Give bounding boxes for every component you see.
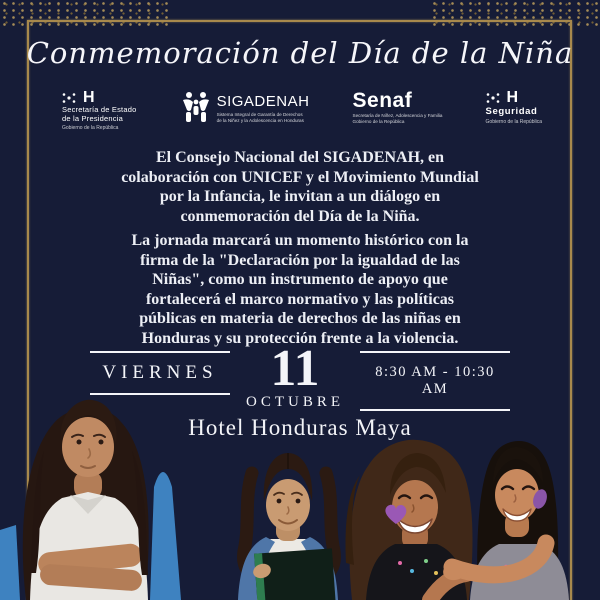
weekday-label: VIERNES	[90, 351, 230, 395]
time-range-label: 8:30 AM - 10:30 AM	[360, 351, 510, 411]
girl-braids	[238, 453, 338, 600]
logo-senaf-tagline2: Gobierno de la República	[352, 118, 405, 124]
h-letter-mark: H	[83, 89, 95, 106]
logo-presidencia-sub: Gobierno de la República	[62, 124, 119, 131]
paragraph2-line: firma de la "Declaración por la igualdad de las	[140, 251, 460, 269]
paragraph2-line: Niñas", como un instrumento de apoyo que	[152, 271, 448, 289]
glitter-accent-top-left	[0, 0, 170, 26]
glitter-accent-top-right	[430, 0, 600, 26]
logo-seguridad-sub: Gobierno de la República	[485, 119, 542, 126]
logo-sigadenah	[180, 90, 310, 124]
logo-presidencia	[62, 90, 136, 131]
paragraph2-line: públicas en materia de derechos de las niñas en	[139, 310, 461, 328]
logo-sigadenah-text	[217, 90, 310, 124]
logo-senaf-tagline1: Secretaría de Niñez, Adolescencia y Familia	[352, 113, 443, 118]
event-description-paragraph	[80, 231, 520, 348]
paragraph1-line: El Consejo Nacional del SIGADENAH, en	[155, 149, 445, 166]
sigadenah-figures-icon	[180, 90, 212, 124]
logo-sigadenah-tagline1: Sistema Integral de Garantía de Derechos	[216, 112, 303, 117]
logo-presidencia-line1: Secretaría de Estado	[62, 105, 137, 114]
logos-row	[62, 90, 542, 131]
paragraph2-line: La jornada marcará un momento histórico con la	[131, 232, 469, 249]
paragraph2-line: fortalecerá el marco normativo y las políticas	[145, 290, 455, 308]
logo-senaf-name: Senaf	[352, 89, 413, 112]
poster-title: Conmemoración del Día de la Niña	[26, 36, 574, 70]
paragraph2-line: Honduras y su protección frente a la violencia.	[141, 329, 459, 347]
paragraph1-line: colaboración con UNICEF y el Movimiento Mundial	[121, 168, 479, 186]
h-letter-mark: H	[506, 89, 519, 106]
venue-name: Hotel Honduras Maya	[188, 415, 412, 440]
logo-seguridad-line1: Seguridad	[485, 106, 538, 117]
logo-presidencia-line2: de la Presidencia	[62, 113, 123, 123]
month-label: OCTUBRE	[245, 393, 344, 410]
paragraph1-line: por la Infancia, le invitan a un diálogo en	[159, 188, 441, 206]
invitation-paragraph	[80, 148, 520, 226]
honduras-stars-h-icon	[62, 90, 136, 106]
stars-dots-icon	[62, 91, 80, 105]
logo-sigadenah-tagline2: de la Niñez y la Adolescencia en Honduras	[216, 117, 304, 123]
logo-sigadenah-name: SIGADENAH	[216, 93, 310, 110]
girls-photo	[0, 395, 600, 600]
honduras-stars-h-icon	[486, 90, 542, 106]
logo-seguridad	[486, 90, 542, 125]
paragraph1-line: conmemoración del Día de la Niña.	[180, 207, 420, 225]
girl-left	[23, 400, 149, 600]
logo-senaf	[353, 90, 443, 125]
date-number: 11	[270, 340, 320, 397]
stars-dots-icon	[486, 91, 504, 105]
